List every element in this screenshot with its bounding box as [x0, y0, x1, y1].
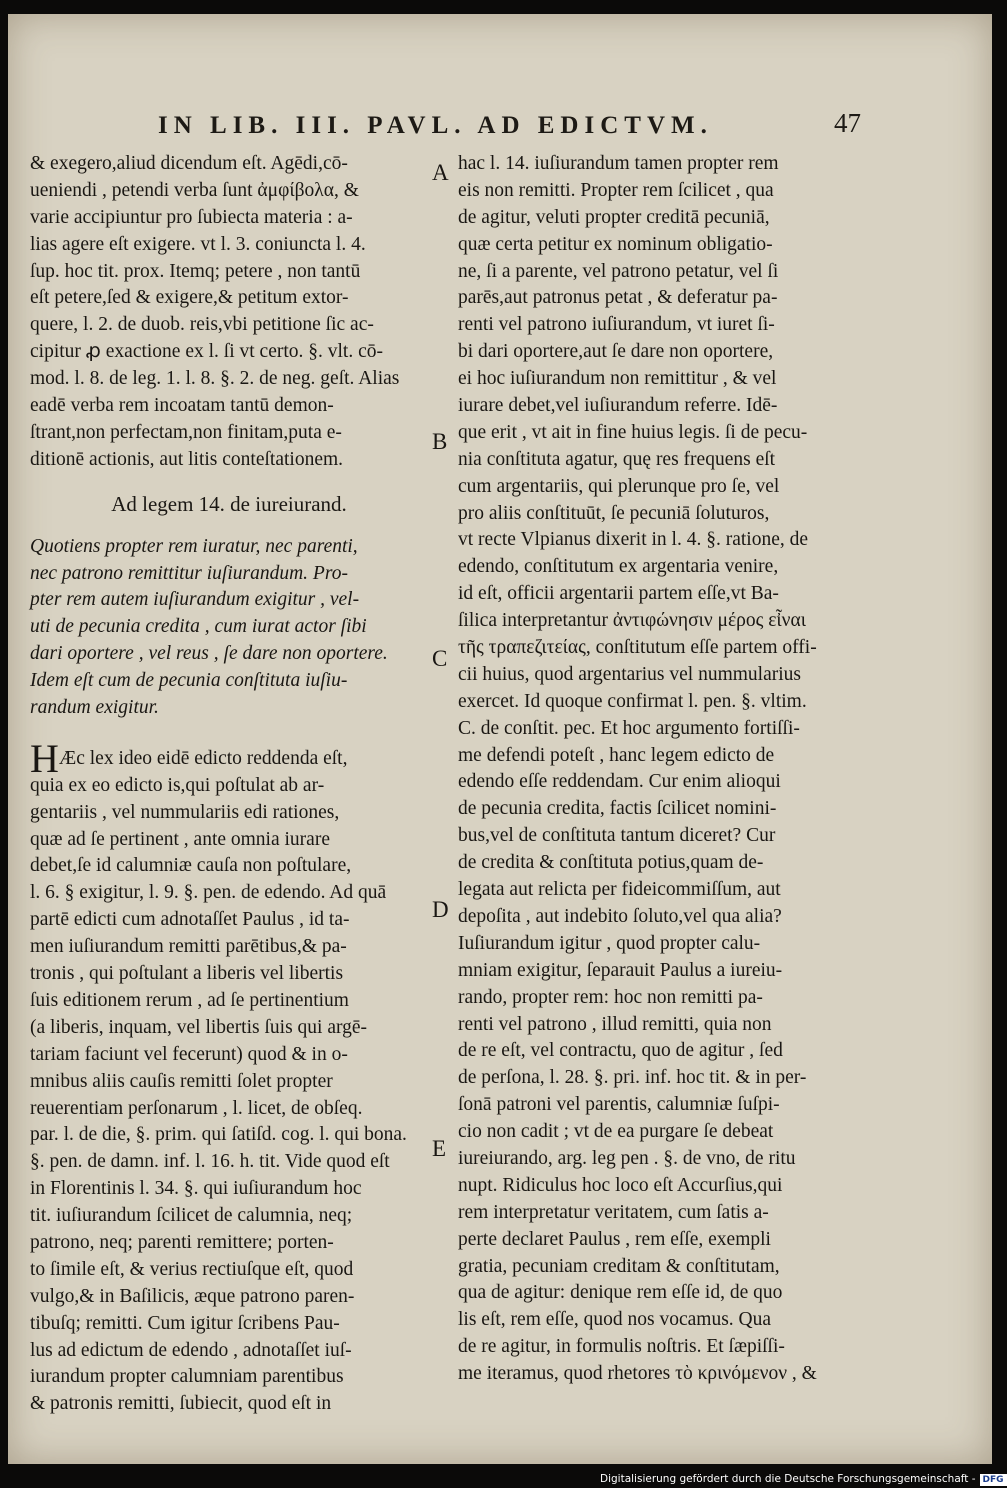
text-line: edendo, conſtitutum ex argentaria venire,: [458, 556, 779, 578]
text-line: hac l. 14. iuſiurandum tamen propter rem: [458, 153, 779, 174]
text-line: vulgo,& in Baſilicis, æque patrono paren-: [30, 1285, 355, 1307]
text-line: eſt petere,ſed & exigere,& petitum extor-: [30, 287, 349, 309]
text-line: renti vel patrono , illud remitti, quia non: [458, 1013, 772, 1035]
credit-text: Digitalisierung gefördert durch die Deutsche Forschungsgemeinschaft -: [600, 1473, 976, 1485]
text-line: mod. l. 8. de leg. 1. l. 8. §. 2. de neg. geſt. Alias: [30, 368, 400, 390]
text-line: (a liberis, inquam, vel libertis ſuis qui argē-: [30, 1016, 368, 1038]
text-line: pro aliis conſtituūt, ſe pecuniā ſoluturos,: [458, 502, 770, 524]
text-line: to ſimile eſt, & verius rectiuſque eſt, quod: [30, 1258, 354, 1280]
left-column-opening-text: [30, 151, 428, 474]
lex-quotation: [30, 534, 428, 722]
text-line: lis eſt, rem eſſe, quod nos vocamus. Qua: [458, 1309, 772, 1331]
text-line: cii huius, quod argentarius vel nummularius: [458, 663, 802, 685]
text-line: legata aut relicta per fideicommiſſum, aut: [458, 879, 781, 901]
text-line: vt recte Vlpianus dixerit in l. 4. §. ratione, de: [458, 529, 809, 551]
text-line: mniam exigitur, ſeparauit Paulus a iureiu-: [458, 959, 783, 981]
digitization-credit: [600, 1472, 1007, 1486]
text-line: uti de pecunia credita , cum iurat actor ſibi: [30, 616, 367, 638]
text-line: ſilica interpretantur ἀντιφώνησιν μέρος εἶναι: [458, 610, 806, 632]
text-line: Iuſiurandum igitur , quod propter calu-: [458, 932, 761, 954]
text-line: eis non remitti. Propter rem ſcilicet , qua: [458, 179, 774, 201]
text-line: quæ certa petitur ex nominum obligatio-: [458, 233, 773, 255]
text-line: me iteramus, quod rhetores τὸ κρινόμενον , &: [458, 1363, 817, 1385]
text-line: tit. iuſiurandum ſcilicet de calumnia, neq;: [30, 1205, 353, 1227]
text-line: patrono, neq; parenti remittere; porten-: [30, 1231, 334, 1253]
text-line: Idem eſt cum de pecunia conſtituta iuſiu-: [30, 670, 348, 692]
text-line: Quotiens propter rem iuratur, nec parenti,: [30, 535, 358, 557]
text-line: §. pen. de damn. inf. l. 16. h. tit. Vide quod eſt: [30, 1151, 390, 1173]
text-line: depoſita , aut indebito ſoluto,vel qua alia?: [458, 905, 782, 927]
book-page: [8, 14, 992, 1464]
text-line: nia conſtituta agatur, quę res frequens eſt: [458, 448, 776, 470]
text-line: gratia, pecuniam creditam & conſtitutam,: [458, 1255, 780, 1277]
text-line: quia ex eo edicto is,qui poſtulat ab ar-: [30, 774, 325, 796]
text-line: bus,vel de conſtituta tantum diceret? Cur: [458, 825, 776, 847]
text-line: debet,ſe id calumniæ cauſa non poſtulare,: [30, 855, 352, 877]
text-line: partē edicti cum adnotaſſet Paulus , id ta-: [30, 909, 350, 931]
text-line: cipitur ꝓ exactione ex l. ſi vt certo. §. vlt. cō-: [30, 341, 383, 363]
page-number: 47: [834, 108, 861, 138]
text-line: & exegero,aliud dicendum eſt. Agēdi,cō-: [30, 153, 348, 174]
text-line: lias agere eſt exigere. vt l. 3. coniuncta l. 4.: [30, 233, 366, 255]
text-line: de re agitur, in formulis noſtris. Et ſæpiſſi-: [458, 1336, 785, 1358]
text-line: ſup. hoc tit. prox. Itemq; petere , non tantū: [30, 260, 361, 282]
left-column: [30, 151, 428, 1418]
margin-letter-d: D: [432, 897, 449, 922]
text-line: renti vel patrono iuſiurandum, vt iuret ſi-: [458, 314, 775, 336]
text-line: nec patrono remittitur iuſiurandum. Pro-: [30, 562, 348, 584]
text-line: rem interpretatur veritatem, cum ſatis a-: [458, 1201, 769, 1223]
text-line: in Florentinis l. 34. §. qui iuſiurandum hoc: [30, 1178, 362, 1200]
text-line: rando, propter rem: hoc non remitti pa-: [458, 986, 763, 1008]
text-line: que erit , vt ait in fine huius legis. ſi de pecu-: [458, 421, 808, 443]
text-line: de agitur, veluti propter creditā pecuniā,: [458, 206, 770, 228]
text-line: gentariis , vel nummulariis edi rationes,: [30, 801, 340, 823]
text-line: tronis , qui poſtulant a liberis vel libertis: [30, 963, 344, 985]
text-line: ueniendi , petendi verba ſunt ἀμφίβολα, &: [30, 179, 359, 201]
dropcap-letter: H: [30, 735, 59, 781]
text-line: cum argentariis, qui plerunque pro ſe, vel: [458, 475, 780, 497]
right-column-text: [458, 151, 816, 1388]
text-line: C. de conſtit. pec. Et hoc argumento fortiſſi-: [458, 717, 800, 739]
text-line: τῆς τραπεζιτείας, conſtitutum eſſe partem offi-: [458, 637, 817, 659]
text-line: de credita & conſtituta potius,quam de-: [458, 852, 764, 874]
text-line: mnibus aliis cauſis remitti ſolet propter: [30, 1070, 333, 1092]
commentary-text: [30, 773, 428, 1418]
text-line: de re eſt, vel contractu, quo de agitur , ſed: [458, 1040, 783, 1062]
margin-letter-c: C: [432, 646, 448, 671]
text-line: edendo eſſe reddendam. Cur enim alioqui: [458, 771, 781, 793]
text-line: eadē verba rem incoatam tantū demon-: [30, 395, 334, 417]
right-column: [458, 151, 816, 1388]
text-line: perte declaret Paulus , rem eſſe, exempli: [458, 1228, 771, 1250]
text-line: dari oportere , vel reus , ſe dare non oportere.: [30, 643, 388, 665]
text-line: & patronis remitti, ſubiecit, quod eſt in: [30, 1393, 332, 1415]
text-line: iurare debet,vel iuſiurandum referre. Idē-: [458, 395, 778, 417]
text-line: exercet. Id quoque confirmat l. pen. §. vltim.: [458, 690, 807, 712]
text-line: id eſt, officii argentarii partem eſſe,vt Ba-: [458, 583, 779, 605]
text-line: ſuis editionem rerum , ad ſe pertinentium: [30, 989, 349, 1011]
text-line: varie accipiuntur pro ſubiecta materia : a-: [30, 206, 353, 228]
margin-letter-e: E: [432, 1136, 447, 1161]
margin-letter-a: A: [432, 160, 449, 185]
text-line: l. 6. § exigitur, l. 9. §. pen. de edendo. Ad quā: [30, 882, 387, 904]
text-line: nupt. Ridiculus hoc loco eſt Accurſius,qui: [458, 1174, 783, 1196]
text-line: pter rem autem iuſiurandum exigitur , vel-: [30, 589, 360, 611]
text-line: de perſona, l. 28. §. pri. inf. hoc tit. & in per-: [458, 1067, 807, 1089]
text-line: men iuſiurandum remitti parētibus,& pa-: [30, 936, 347, 958]
text-line: qua de agitur: denique rem eſſe id, de quo: [458, 1282, 783, 1304]
dropcap-line: [30, 735, 428, 781]
margin-letter-b: B: [432, 429, 448, 454]
text-line: ei hoc iuſiurandum non remittitur , & vel: [458, 368, 777, 390]
text-line: me defendi poteſt , hanc legem edicto de: [458, 744, 775, 766]
text-line: randum exigitur.: [30, 697, 159, 719]
running-title: IN LIB. III. PAVL. AD EDICTVM.: [158, 112, 713, 139]
text-line: reuerentiam perſonarum , l. licet, de obſeq.: [30, 1097, 363, 1119]
section-heading: Ad legem 14. de iureiurand.: [111, 491, 347, 516]
text-line: quæ ad ſe pertinent , ante omnia iurare: [30, 828, 330, 850]
text-line: ditionē actionis, aut litis conteſtationem.: [30, 448, 344, 470]
text-line: iurandum propter calumniam parentibus: [30, 1366, 344, 1388]
text-line: ſtrant,non perfectam,non finitam,puta e-: [30, 421, 342, 443]
text-line: lus ad edictum de edendo , adnotaſſet iuſ-: [30, 1339, 352, 1361]
text-line: bi dari oportere,aut ſe dare non oportere,: [458, 341, 774, 363]
text-line: cio non cadit ; vt de ea purgare ſe debeat: [458, 1121, 774, 1143]
dfg-logo: DFG: [980, 1474, 1007, 1486]
text-line: quere, l. 2. de duob. reis,vbi petitione ſic ac-: [30, 314, 374, 336]
dropcap-line-text: Æc lex ideo eidē edicto reddenda eſt,: [58, 747, 348, 769]
text-line: par. l. de die, §. prim. qui ſatiſd. cog. l. qui bona.: [30, 1124, 407, 1146]
text-line: parēs,aut patronus petat , & deferatur pa-: [458, 287, 778, 309]
text-line: iureiurando, arg. leg pen . §. de vno, de ritu: [458, 1147, 796, 1169]
text-line: tariam faciunt vel fecerunt) quod & in o-: [30, 1043, 348, 1065]
text-line: ſonā patroni vel parentis, calumniæ ſuſpi-: [458, 1094, 780, 1116]
text-line: de pecunia credita, factis ſcilicet nomini-: [458, 798, 777, 820]
text-line: tibuſq; remitti. Cum igitur ſcribens Pau-: [30, 1312, 340, 1334]
text-line: ne, ſi a parente, vel patrono petatur, vel ſi: [458, 260, 779, 282]
